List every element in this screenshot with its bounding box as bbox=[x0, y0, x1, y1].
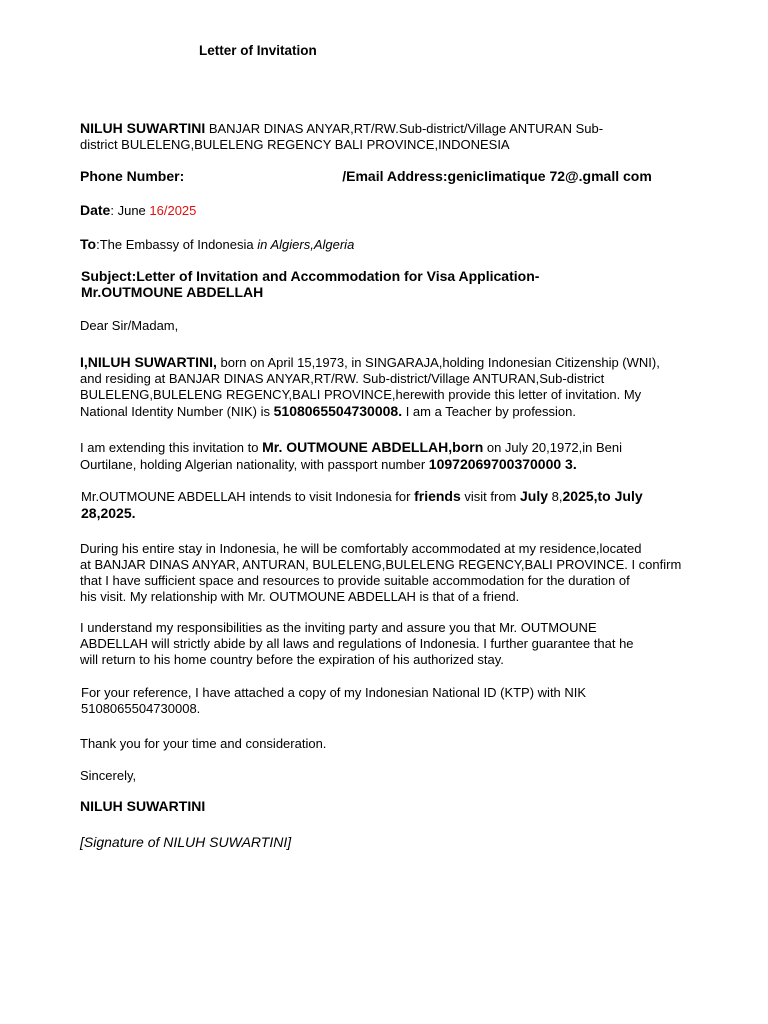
date-label: Date bbox=[80, 202, 111, 218]
para4-line2: at BANJAR DINAS ANYAR, ANTURAN, BULELENG,BULELENG REGENCY,BALI PROVINCE. I confirm bbox=[80, 557, 682, 572]
paragraph-visit bbox=[81, 488, 681, 522]
signature-placeholder bbox=[80, 834, 680, 850]
para6-line2: 5108065504730008. bbox=[81, 701, 201, 716]
to-text: :The Embassy of Indonesia bbox=[96, 237, 258, 252]
para1-line4: National Identity Number (NIK) is bbox=[80, 404, 274, 419]
sender-address-line1: BANJAR DINAS ANYAR,RT/RW.Sub-district/Village ANTURAN Sub- bbox=[205, 121, 604, 136]
paragraph-responsibility bbox=[80, 620, 690, 668]
salutation: Dear Sir/Madam, bbox=[80, 318, 179, 333]
subject-line2: Mr.OUTMOUNE ABDELLAH bbox=[81, 284, 264, 300]
para1-line3: BULELENG,BULELENG REGENCY,BALI PROVINCE,herewith provide this letter of invitation. My bbox=[80, 387, 642, 402]
sender-address-line2: district BULELENG,BULELENG REGENCY BALI PROVINCE,INDONESIA bbox=[80, 137, 510, 152]
contact-line bbox=[80, 168, 680, 184]
paragraph-introduction bbox=[80, 354, 680, 420]
to-location: in Algiers,Algeria bbox=[257, 237, 355, 252]
email-value: genicIimatique 72@.gmall com bbox=[447, 168, 652, 184]
sender-name: NILUH SUWARTINI bbox=[80, 120, 206, 136]
para2-text: I am extending this invitation to bbox=[80, 440, 263, 455]
para1-text: born on April 15,1973, in SINGARAJA,holding Indonesian Citizenship (WNI), bbox=[216, 355, 660, 370]
visit-from-month: July bbox=[520, 488, 549, 504]
para1-profession: I am a Teacher by profession. bbox=[402, 404, 577, 419]
para1-line2: and residing at BANJAR DINAS ANYAR,RT/RW. Sub-district/Village ANTURAN,Sub-district bbox=[80, 371, 605, 386]
letter-title: Letter of Invitation bbox=[199, 43, 317, 58]
para4-line4: his visit. My relationship with Mr. OUTMOUNE ABDELLAH is that of a friend. bbox=[80, 589, 520, 604]
para3-text2: visit from bbox=[460, 489, 520, 504]
phone-label: Phone Number: bbox=[80, 168, 185, 184]
paragraph-guest bbox=[80, 439, 680, 473]
para3-text3: 8, bbox=[548, 489, 563, 504]
date-sep: : June bbox=[110, 203, 150, 218]
para3-text: Mr.OUTMOUNE ABDELLAH intends to visit Indonesia for bbox=[81, 489, 415, 504]
para1-lead: I,NILUH SUWARTINI, bbox=[80, 354, 217, 370]
paragraph-reference bbox=[81, 685, 681, 717]
para5-line3: will return to his home country before the expiration of his authorized stay. bbox=[80, 652, 504, 667]
passport-number: 10972069700370000 3. bbox=[428, 456, 577, 472]
nik-number: 5108065504730008. bbox=[273, 403, 403, 419]
para2-line2: Ourtilane, holding Algerian nationality, with passport number bbox=[80, 457, 429, 472]
date-value: 16/2025 bbox=[149, 203, 197, 218]
thanks-line: Thank you for your time and consideration. bbox=[80, 736, 327, 751]
para5-line2: ABDELLAH will strictly abide by all laws and regulations of Indonesia. I further guarantee that he bbox=[80, 636, 634, 651]
paragraph-accommodation bbox=[80, 541, 690, 605]
guest-name: Mr. OUTMOUNE ABDELLAH,born bbox=[262, 439, 484, 455]
para5-line1: I understand my responsibilities as the inviting party and assure you that Mr. OUTMOUNE bbox=[80, 620, 597, 635]
recipient-line bbox=[80, 236, 680, 253]
signature-name: NILUH SUWARTINI bbox=[80, 798, 206, 814]
para4-line3: that I have sufficient space and resources to provide suitable accommodation for the duration of bbox=[80, 573, 630, 588]
email-label: /Email Address: bbox=[342, 168, 448, 184]
subject-block bbox=[81, 268, 681, 300]
date-line bbox=[80, 202, 680, 219]
para2-birth: on July 20,1972,in Beni bbox=[483, 440, 623, 455]
visit-dates: 2025,to July bbox=[562, 488, 643, 504]
para6-line1: For your reference, I have attached a copy of my Indonesian National ID (KTP) with NIK bbox=[81, 685, 587, 700]
visit-end-date: 28,2025. bbox=[81, 505, 136, 521]
sender-block bbox=[80, 120, 680, 153]
signature-placeholder-text: [Signature of NILUH SUWARTINI] bbox=[80, 834, 292, 850]
to-label: To bbox=[80, 236, 97, 252]
closing: Sincerely, bbox=[80, 768, 137, 783]
visit-purpose: friends bbox=[414, 488, 461, 504]
para4-line1: During his entire stay in Indonesia, he will be comfortably accommodated at my residence,located bbox=[80, 541, 642, 556]
subject-line1: Subject:Letter of Invitation and Accommodation for Visa Application- bbox=[81, 268, 540, 284]
